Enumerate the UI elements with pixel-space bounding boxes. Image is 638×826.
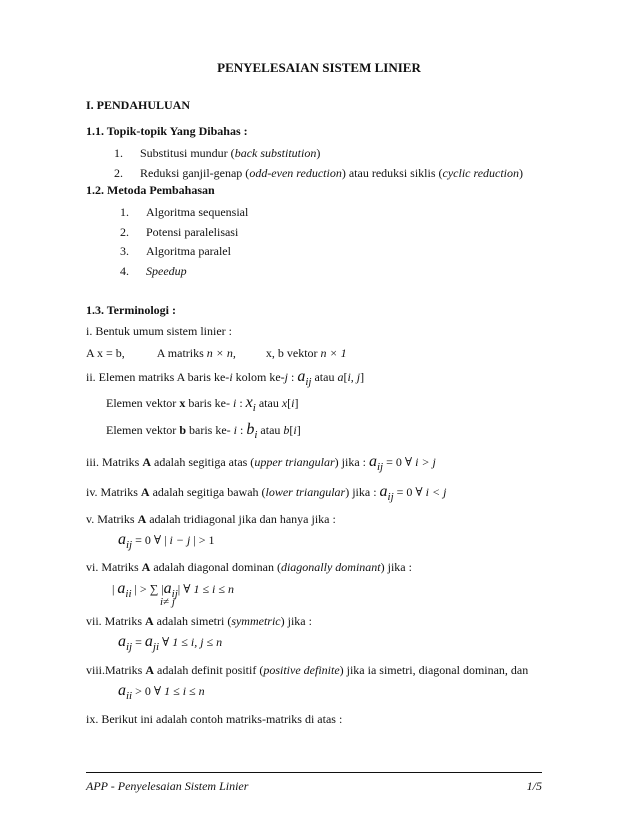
section-heading-intro: I. PENDAHULUAN [86, 98, 191, 112]
definition-vii: vii. Matriks A adalah simetri (symmetric) jika : [86, 614, 312, 628]
sum-index: i≠ j [160, 596, 175, 608]
page-title: PENYELESAIAN SISTEM LINIER [217, 60, 421, 75]
list-item: 3. Algoritma paralel [120, 244, 231, 258]
definition-v: v. Matriks A adalah tridiagonal jika dan hanya jika : [86, 512, 336, 526]
equation-diagonal-dominant: | aii | > ∑ |aij| ∀ 1 ≤ i ≤ n [112, 580, 234, 600]
definition-vi: vi. Matriks A adalah diagonal dominan (diagonally dominant) jika : [86, 560, 412, 574]
definition-iv: iv. Matriks A adalah segitiga bawah (lower triangular) jika : aij = 0 ∀ i < j [86, 483, 447, 503]
footer-title: APP - Penyelesaian Sistem Linier [86, 779, 249, 793]
definition-ii-x: Elemen vektor x baris ke- i : xi atau x[i] [106, 394, 299, 414]
list-item: 1. Substitusi mundur (back substitution) [114, 146, 321, 160]
list-item: 1. Algoritma sequensial [120, 205, 249, 219]
section-heading-1-2: 1.2. Metoda Pembahasan [86, 183, 215, 197]
page-number: 1/5 [526, 779, 542, 793]
definition-ix: ix. Berikut ini adalah contoh matriks-matriks di atas : [86, 712, 343, 726]
list-item: 2. Potensi paralelisasi [120, 225, 239, 239]
list-item: 4. Speedup [120, 264, 187, 278]
definition-iii: iii. Matriks A adalah segitiga atas (upper triangular) jika : aij = 0 ∀ i > j [86, 453, 436, 473]
list-item: 2. Reduksi ganjil-genap (odd-even reduction) atau reduksi siklis (cyclic reduction) [114, 166, 524, 180]
equation-tridiagonal: aij = 0 ∀ | i − j | > 1 [118, 531, 215, 551]
definition-ax: A x = b, A matriks n × n, x, b vektor n × 1 [86, 346, 347, 360]
definition-ii: ii. Elemen matriks A baris ke-i kolom ke-j : aij atau a[i, j] [86, 368, 365, 388]
definition-i: i. Bentuk umum sistem linier : [86, 324, 232, 338]
footer-divider [86, 772, 542, 773]
equation-positive-definite: aii > 0 ∀ 1 ≤ i ≤ n [118, 682, 205, 702]
equation-symmetric: aij = aji ∀ 1 ≤ i, j ≤ n [118, 633, 223, 653]
section-heading-1-1: 1.1. Topik-topik Yang Dibahas : [86, 124, 248, 138]
section-heading-1-3: 1.3. Terminologi : [86, 303, 177, 317]
definition-ii-b: Elemen vektor b baris ke- i : bi atau b[i] [106, 421, 301, 441]
definition-viii: viii.Matriks A adalah definit positif (positive definite) jika ia simetri, diagonal dominan, dan [86, 663, 529, 677]
